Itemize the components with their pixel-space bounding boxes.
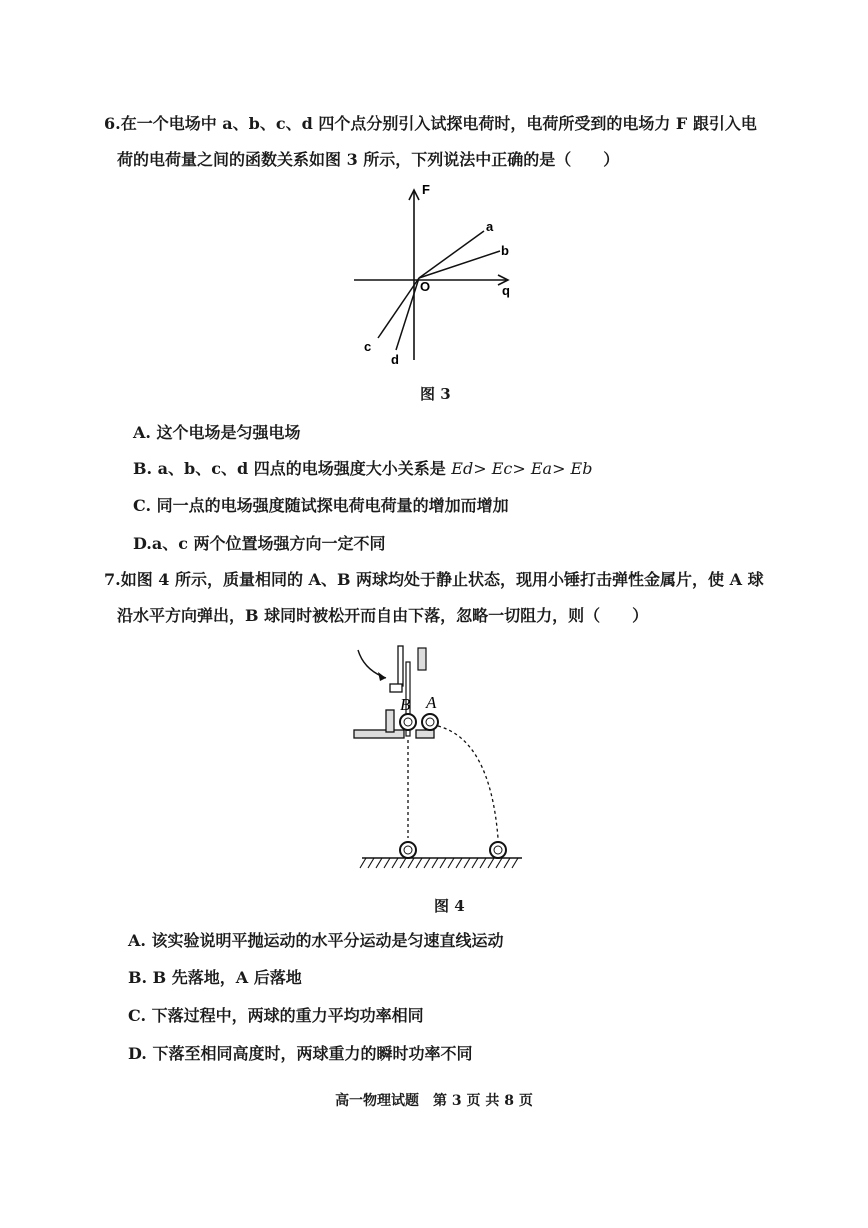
figure-4-caption: 图 4 xyxy=(434,897,465,915)
q6-option-b xyxy=(133,459,592,479)
ball-b xyxy=(400,714,416,730)
q7-option-a: A. 该实验说明平抛运动的水平分运动是匀速直线运动 xyxy=(128,931,504,950)
q7-option-b: B. B 先落地，A 后落地 xyxy=(128,968,302,987)
q6-stem-line1: 6.在一个电场中 a、b、c、d 四个点分别引入试探电荷时，电荷所受到的电场力 F 跟引入电 xyxy=(104,114,757,133)
q6-option-a: A. 这个电场是匀强电场 xyxy=(133,423,301,442)
line-a xyxy=(419,231,484,278)
q6-option-c: C. 同一点的电场强度随试探电荷电荷量的增加而增加 xyxy=(133,496,509,515)
q7-option-c: C. 下落过程中，两球的重力平均功率相同 xyxy=(128,1006,424,1025)
q7-stem-line2: 沿水平方向弹出，B 球同时被松开而自由下落，忽略一切阻力，则（ ） xyxy=(117,606,649,625)
line-d-label: d xyxy=(391,352,399,367)
q7-stem-line1: 7.如图 4 所示，质量相同的 A、B 两球均处于静止状态，现用小锤打击弹性金属片，使 A 球 xyxy=(104,570,764,589)
q6-option-b-relation: Ed> Ec> Ea> Eb xyxy=(451,459,593,478)
figure-3-graph xyxy=(340,178,530,370)
ball-a xyxy=(422,714,438,730)
q6-option-b-text: B. a、b、c、d 四点的电场强度大小关系是 xyxy=(133,459,452,478)
figure-3-caption: 图 3 xyxy=(420,385,451,403)
ball-b-label: B xyxy=(400,695,411,714)
figure-4-apparatus xyxy=(350,640,530,880)
ball-a-label: A xyxy=(426,693,437,712)
axis-q-label: q xyxy=(502,283,510,298)
axis-f-label: F xyxy=(422,182,430,197)
q7-option-d: D. 下落至相同高度时，两球重力的瞬时功率不同 xyxy=(128,1044,473,1063)
line-a-label: a xyxy=(486,219,494,234)
q6-option-d: D.a、c 两个位置场强方向一定不同 xyxy=(133,534,386,553)
q6-stem-line2: 荷的电荷量之间的函数关系如图 3 所示，下列说法中正确的是（ ） xyxy=(117,150,620,169)
line-c xyxy=(378,278,419,338)
line-c-label: c xyxy=(364,339,372,354)
line-b xyxy=(419,251,500,278)
page-footer: 高一物理试题 第 3 页 共 8 页 xyxy=(335,1093,533,1109)
origin-label: O xyxy=(420,279,431,294)
line-b-label: b xyxy=(501,243,509,258)
line-d xyxy=(396,278,419,350)
